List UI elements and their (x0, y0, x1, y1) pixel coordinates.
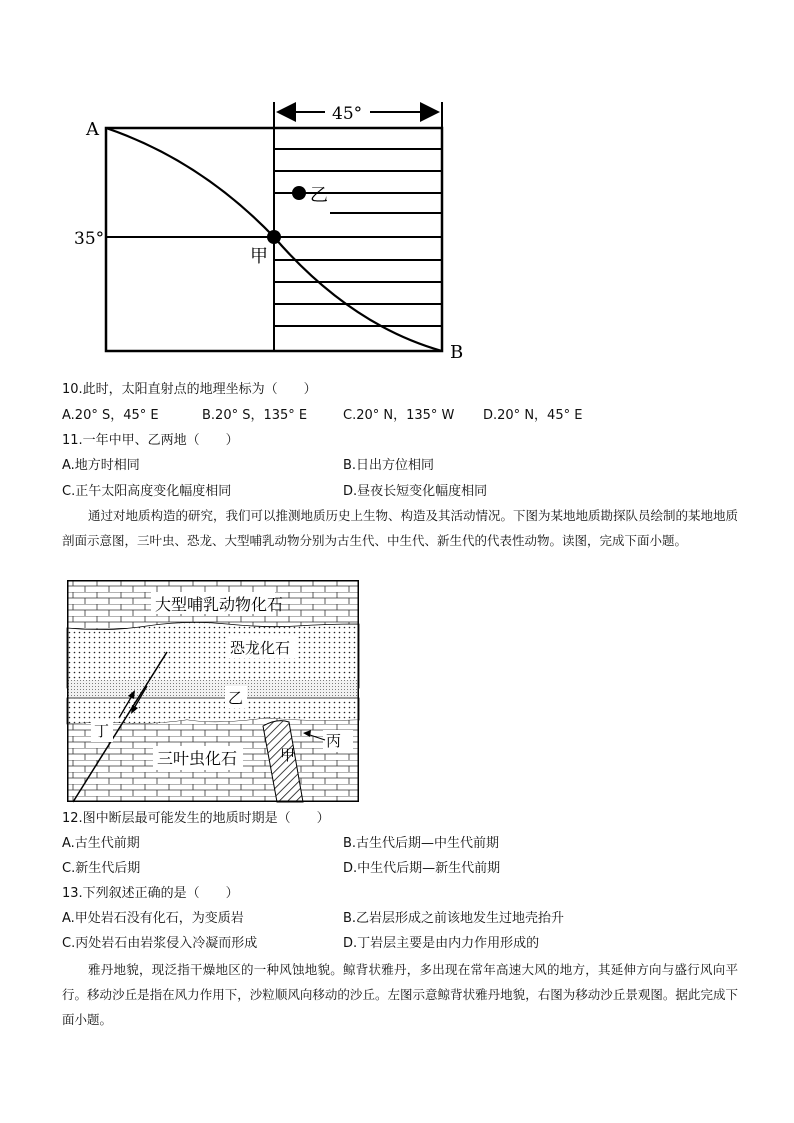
q12-option-b[interactable]: B.古生代后期—中生代前期 (343, 836, 500, 851)
geologic-cross-section (67, 580, 359, 802)
question-12-stem: 12.图中断层最可能发生的地质时期是（ ） (62, 811, 330, 826)
q10-option-d[interactable]: D.20° N，45° E (483, 408, 583, 423)
label-mammal-fossil: 大型哺乳动物化石 (155, 595, 284, 614)
q12-option-d[interactable]: D.中生代后期—新生代前期 (343, 861, 501, 876)
label-yi: 乙 (310, 185, 328, 206)
label-ding: 丁 (94, 722, 110, 740)
q11-option-c[interactable]: C.正午太阳高度变化幅度相同 (62, 484, 232, 499)
q12-option-a[interactable]: A.古生代前期 (62, 836, 140, 851)
q13-option-b[interactable]: B.乙岩层形成之前该地发生过地壳抬升 (343, 911, 565, 926)
label-trilobite-fossil: 三叶虫化石 (157, 749, 238, 768)
q13-option-d[interactable]: D.丁岩层主要是由内力作用形成的 (343, 936, 540, 951)
question-10-stem: 10.此时，太阳直射点的地理坐标为（ ） (62, 382, 317, 397)
q10-option-c[interactable]: C.20° N，135° W (343, 408, 455, 423)
label-dinosaur-fossil: 恐龙化石 (230, 639, 291, 657)
intro-paragraph-yardang: 雅丹地貌，现泛指干燥地区的一种风蚀地貌。鲸背状雅丹，多出现在常年高速大风的地方，其延伸方向与盛行风向平行。移动沙丘是指在风力作用下，沙粒顺风向移动的沙丘。左图示意鲸背状雅丹地貌，右图为移动沙丘景观图。据此完成下面小题。 (62, 962, 738, 1027)
label-bing: 丙 (326, 732, 342, 750)
q10-option-b[interactable]: B.20° S，135° E (202, 408, 308, 423)
label-45: 45° (332, 104, 363, 124)
q11-option-d[interactable]: D.昼夜长短变化幅度相同 (343, 484, 488, 499)
q10-option-a[interactable]: A.20° S，45° E (62, 408, 159, 423)
label-jia: 甲 (250, 246, 268, 267)
label-jia: 甲 (280, 746, 296, 764)
q12-option-c[interactable]: C.新生代后期 (62, 861, 141, 876)
sun-illumination-diagram (74, 90, 480, 370)
q11-option-b[interactable]: B.日出方位相同 (343, 458, 435, 473)
q11-option-a[interactable]: A.地方时相同 (62, 458, 140, 473)
point-jia (267, 230, 281, 244)
question-11-stem: 11.一年中甲、乙两地（ ） (62, 433, 239, 448)
label-layer-yi: 乙 (228, 689, 244, 707)
label-A: A (86, 119, 99, 140)
label-35: 35° (74, 229, 105, 249)
q13-option-a[interactable]: A.甲处岩石没有化石，为变质岩 (62, 911, 244, 926)
intro-paragraph-geology: 通过对地质构造的研究，我们可以推测地质历史上生物、构造及其活动情况。下图为某地地质勘探队员绘制的某地地质剖面示意图，三叶虫、恐龙、大型哺乳动物分别为古生代、中生代、新生代的代表性动物。读图，完成下面小题。 (62, 508, 739, 548)
q13-option-c[interactable]: C.丙处岩石由岩浆侵入冷凝而形成 (62, 936, 258, 951)
point-yi (292, 186, 306, 200)
question-13-stem: 13.下列叙述正确的是（ ） (62, 886, 239, 901)
label-B: B (450, 342, 464, 363)
